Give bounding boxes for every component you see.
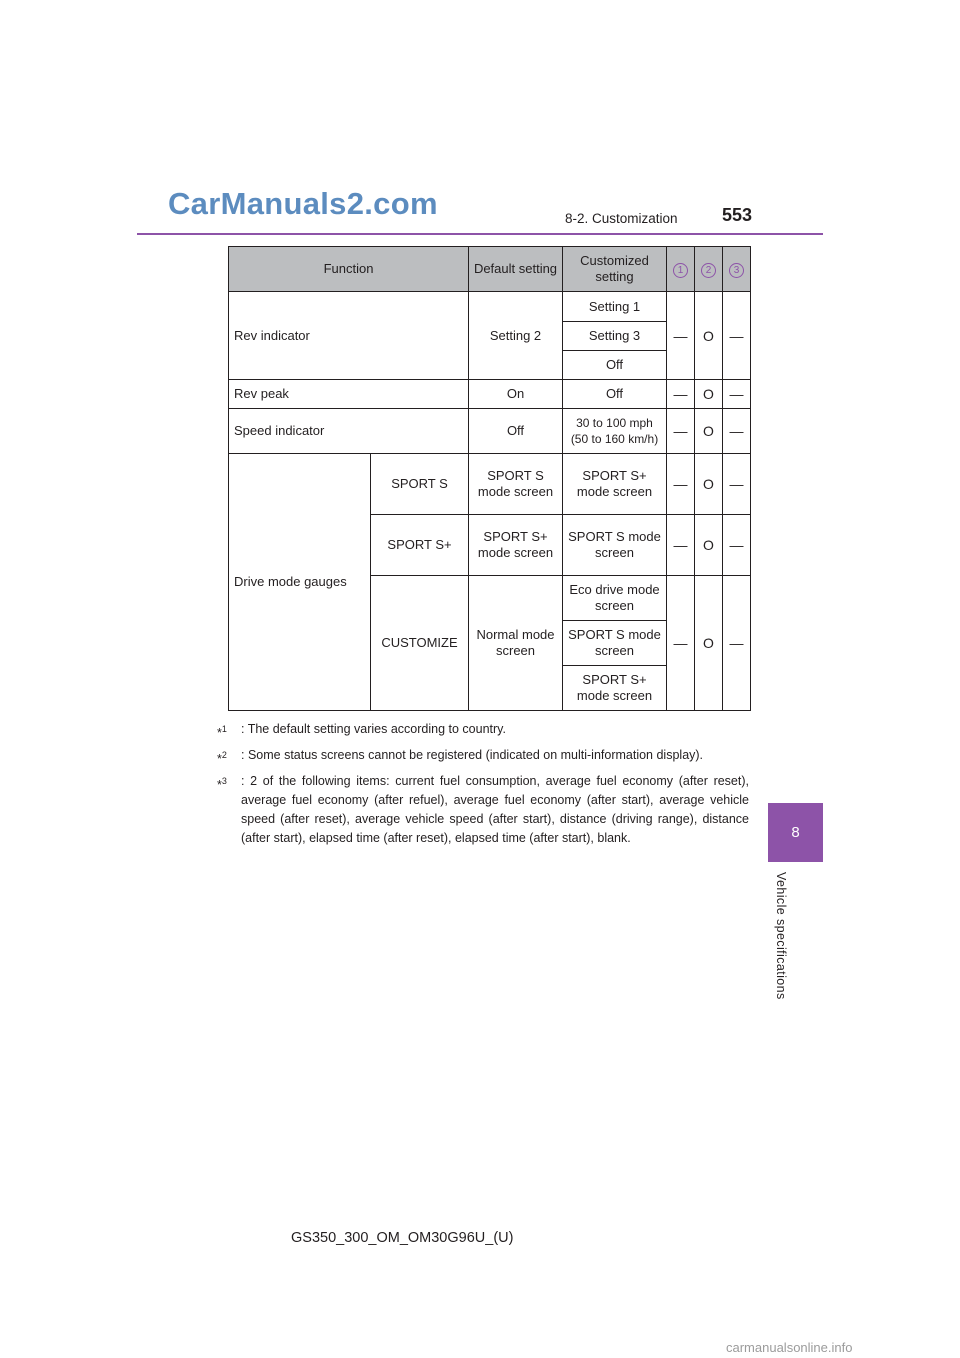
- rev-peak-function: Rev peak: [229, 380, 469, 409]
- header-col1: [667, 247, 695, 292]
- header-default: Default setting: [469, 247, 563, 292]
- mark-cell: O: [695, 409, 723, 454]
- table-row: [229, 380, 751, 409]
- mark-cell: O: [695, 292, 723, 380]
- footnote-number: 2: [221, 750, 227, 761]
- drive-mode-function: Drive mode gauges: [229, 454, 371, 711]
- table-header-row: [229, 247, 751, 292]
- speed-indicator-default: Off: [469, 409, 563, 454]
- header-col3: [723, 247, 751, 292]
- mark-cell: —: [667, 454, 695, 515]
- watermark-logo: CarManuals2.com: [168, 186, 438, 221]
- mark-cell: —: [723, 380, 751, 409]
- table-row: [229, 292, 751, 322]
- speed-range-mph: 30 to 100 mph: [576, 416, 653, 430]
- customization-table: [228, 246, 751, 711]
- mark-cell: —: [667, 409, 695, 454]
- header-rule: [137, 233, 823, 235]
- header-custom: Customized setting: [563, 247, 667, 292]
- header-function: Function: [229, 247, 469, 292]
- table-row: [229, 454, 751, 515]
- sport-s-default: SPORT S mode screen: [469, 454, 563, 515]
- watermark-bottom: carmanualsonline.info: [726, 1340, 853, 1355]
- speed-indicator-function: Speed indicator: [229, 409, 469, 454]
- rev-indicator-default: Setting 2: [469, 292, 563, 380]
- speed-range-kmh: (50 to 160 km/h): [570, 432, 659, 446]
- number-2-icon: 2: [701, 263, 716, 278]
- footnote-number: 3: [221, 776, 227, 787]
- footnote: [217, 720, 749, 743]
- footnotes: [217, 720, 749, 851]
- sport-s-plus-default: SPORT S+ mode screen: [469, 515, 563, 576]
- drive-mode-sport-s-plus: SPORT S+: [371, 515, 469, 576]
- mark-cell: —: [723, 292, 751, 380]
- mark-cell: —: [723, 576, 751, 711]
- drive-mode-customize: CUSTOMIZE: [371, 576, 469, 711]
- sport-s-plus-custom: SPORT S mode screen: [563, 515, 667, 576]
- number-3-icon: 3: [729, 263, 744, 278]
- footnote: [217, 746, 749, 769]
- chapter-tab: [768, 803, 823, 862]
- mark-cell: —: [667, 380, 695, 409]
- customize-option: Eco drive mode screen: [563, 576, 667, 621]
- sport-s-custom: SPORT S+ mode screen: [563, 454, 667, 515]
- header-col2: [695, 247, 723, 292]
- footnote-text: : Some status screens cannot be registered (indicated on multi-information display).: [241, 748, 704, 763]
- customize-option: SPORT S mode screen: [563, 621, 667, 666]
- number-1-icon: 1: [673, 263, 688, 278]
- table-row: [229, 409, 751, 454]
- mark-cell: —: [667, 515, 695, 576]
- customize-option: SPORT S+ mode screen: [563, 666, 667, 711]
- customize-default: Normal mode screen: [469, 576, 563, 711]
- rev-indicator-option: Setting 1: [563, 292, 667, 322]
- rev-indicator-option: Setting 3: [563, 322, 667, 351]
- rev-indicator-function: Rev indicator: [229, 292, 469, 380]
- chapter-label: Vehicle specifications: [774, 872, 788, 1000]
- asterisk: *: [217, 778, 222, 793]
- mark-cell: —: [723, 409, 751, 454]
- speed-indicator-custom: [563, 409, 667, 454]
- mark-cell: —: [723, 515, 751, 576]
- page-number: 553: [722, 205, 753, 225]
- footnote-marker: [217, 720, 241, 743]
- mark-cell: —: [667, 292, 695, 380]
- mark-cell: O: [695, 515, 723, 576]
- document-code: GS350_300_OM_OM30G96U_(U): [291, 1230, 514, 1246]
- drive-mode-sport-s: SPORT S: [371, 454, 469, 515]
- rev-indicator-option: Off: [563, 351, 667, 380]
- footnote-marker: [217, 772, 241, 848]
- footnote-marker: [217, 746, 241, 769]
- mark-cell: —: [723, 454, 751, 515]
- mark-cell: —: [667, 576, 695, 711]
- section-title: 8-2. Customization: [565, 211, 678, 226]
- mark-cell: O: [695, 454, 723, 515]
- chapter-number: 8: [791, 824, 800, 841]
- mark-cell: O: [695, 380, 723, 409]
- asterisk: *: [217, 752, 222, 767]
- footnote-text: : 2 of the following items: current fuel consumption, average fuel economy (after reset), average fuel economy (after refuel), average fuel economy (after start), average vehicle speed (after reset), average vehicle speed (after start), distance (driving range), distance (after start), elapsed time (after reset), elapsed time (after start), blank.: [241, 774, 749, 846]
- mark-cell: O: [695, 576, 723, 711]
- rev-peak-custom: Off: [563, 380, 667, 409]
- footnote: [217, 772, 749, 848]
- asterisk: *: [217, 726, 222, 741]
- footnote-text: : The default setting varies according to country.: [241, 722, 506, 736]
- rev-peak-default: On: [469, 380, 563, 409]
- footnote-number: 1: [221, 724, 227, 734]
